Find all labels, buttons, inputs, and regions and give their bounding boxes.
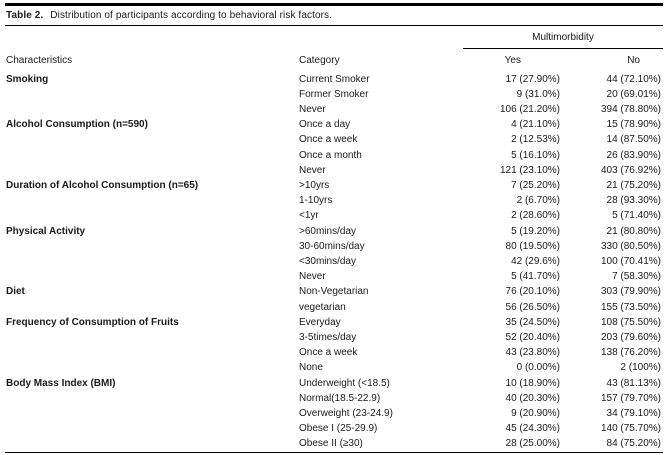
characteristic-cell	[5, 269, 295, 284]
category-cell: Once a month	[299, 149, 362, 161]
category-column-header: Category	[299, 54, 340, 66]
characteristic-cell	[5, 132, 295, 147]
multimorbidity-yes-cell: 52 (20.40%)	[505, 331, 560, 343]
characteristic-cell: Alcohol Consumption (n=590)	[6, 119, 148, 131]
characteristic-cell	[5, 148, 295, 163]
category-cell: vegetarian	[299, 301, 346, 313]
category-cell: Former Smoker	[299, 88, 369, 100]
table-row	[5, 163, 663, 178]
spanner-header-row	[5, 26, 663, 49]
table-row	[5, 102, 663, 117]
multimorbidity-yes-cell: 9 (31.0%)	[516, 88, 560, 100]
table-row	[5, 193, 663, 208]
multimorbidity-no-cell: 84 (75.20%)	[606, 438, 661, 450]
characteristic-cell	[5, 406, 295, 421]
category-cell: >60mins/day	[299, 225, 356, 237]
multimorbidity-no-cell: 394 (78.80%)	[600, 103, 661, 115]
characteristic-cell	[5, 421, 295, 436]
multimorbidity-no-cell: 20 (69.01%)	[606, 88, 661, 100]
category-cell: 30-60mins/day	[299, 240, 365, 252]
category-cell: Overweight (23-24.9)	[299, 407, 393, 419]
multimorbidity-yes-cell: 2 (28.60%)	[511, 210, 560, 222]
characteristic-cell	[5, 193, 295, 208]
multimorbidity-no-cell: 21 (75.20%)	[606, 179, 661, 191]
multimorbidity-yes-cell: 5 (16.10%)	[511, 149, 560, 161]
table-row	[5, 224, 663, 239]
table-row	[5, 376, 663, 391]
multimorbidity-yes-cell: 40 (20.30%)	[505, 392, 560, 404]
table-header	[5, 26, 663, 72]
multimorbidity-no-cell: 303 (79.90%)	[600, 286, 661, 298]
table-row	[5, 269, 663, 284]
table-row	[5, 284, 663, 299]
characteristic-cell	[5, 102, 295, 117]
table-row	[5, 345, 663, 360]
multimorbidity-no-cell: 157 (79.70%)	[600, 392, 661, 404]
spacer-cell	[5, 26, 295, 49]
table-row	[5, 132, 663, 147]
characteristic-cell	[5, 345, 295, 360]
table-row	[5, 148, 663, 163]
multimorbidity-no-cell: 5 (71.40%)	[612, 210, 661, 222]
table-row	[5, 208, 663, 223]
table-caption-label: Table 2.	[6, 10, 44, 21]
multimorbidity-no-cell: 7 (58.30%)	[612, 271, 661, 283]
multimorbidity-no-cell: 100 (70.41%)	[600, 255, 661, 267]
category-cell: 1-10yrs	[299, 195, 333, 207]
table-caption	[5, 6, 663, 25]
multimorbidity-no-cell: 203 (79.60%)	[600, 331, 661, 343]
category-cell: Obese II (≥30)	[299, 438, 363, 450]
table-row	[5, 406, 663, 421]
characteristic-cell: Diet	[6, 286, 25, 298]
multimorbidity-yes-cell: 10 (18.90%)	[505, 377, 560, 389]
table-row	[5, 391, 663, 406]
multimorbidity-yes-cell: 9 (20.90%)	[511, 407, 560, 419]
multimorbidity-yes-cell: 5 (41.70%)	[511, 271, 560, 283]
characteristic-cell	[5, 360, 295, 375]
characteristic-cell	[5, 208, 295, 223]
multimorbidity-yes-cell: 2 (6.70%)	[516, 195, 560, 207]
characteristic-cell: Frequency of Consumption of Fruits	[6, 316, 179, 328]
multimorbidity-yes-cell: 43 (23.80%)	[505, 347, 560, 359]
multimorbidity-no-cell: 330 (80.50%)	[600, 240, 661, 252]
characteristic-cell	[5, 87, 295, 102]
multimorbidity-no-cell: 34 (79.10%)	[606, 407, 661, 419]
table-row	[5, 87, 663, 102]
category-cell: Never	[299, 164, 326, 176]
multimorbidity-yes-cell: 5 (19.20%)	[511, 225, 560, 237]
table-row	[5, 330, 663, 345]
table-caption-text: Distribution of participants according to behavioral risk factors.	[50, 10, 333, 21]
multimorbidity-no-cell: 2 (100%)	[620, 362, 661, 374]
multimorbidity-no-cell: 140 (75.70%)	[600, 423, 661, 435]
characteristic-cell: Smoking	[6, 73, 49, 85]
multimorbidity-spanner-header: Multimorbidity	[463, 26, 663, 49]
spacer-cell	[295, 26, 463, 49]
characteristic-cell: Duration of Alcohol Consumption (n=65)	[6, 179, 199, 191]
multimorbidity-no-cell: 15 (78.90%)	[606, 119, 661, 131]
multimorbidity-yes-cell: 45 (24.30%)	[505, 423, 560, 435]
characteristic-cell: Physical Activity	[6, 225, 86, 237]
multimorbidity-yes-cell: 4 (21.10%)	[511, 119, 560, 131]
multimorbidity-yes-cell: 0 (0.00%)	[516, 362, 560, 374]
category-cell: Never	[299, 103, 326, 115]
category-cell: <1yr	[299, 210, 319, 222]
multimorbidity-no-cell: 28 (93.30%)	[606, 195, 661, 207]
category-cell: Once a day	[299, 119, 351, 131]
category-cell: Everyday	[299, 316, 341, 328]
category-cell: Once a week	[299, 134, 358, 146]
table-row	[5, 117, 663, 132]
characteristic-cell	[5, 330, 295, 345]
characteristic-cell	[5, 436, 295, 452]
category-cell: Underweight (<18.5)	[299, 377, 390, 389]
category-cell: Once a week	[299, 347, 358, 359]
multimorbidity-yes-cell: 7 (25.20%)	[511, 179, 560, 191]
multimorbidity-no-cell: 43 (81.13%)	[606, 377, 661, 389]
category-cell: Normal(18.5-22.9)	[299, 392, 381, 404]
no-column-header: No	[627, 54, 640, 66]
multimorbidity-no-cell: 155 (73.50%)	[600, 301, 661, 313]
multimorbidity-yes-cell: 2 (12.53%)	[511, 134, 560, 146]
category-cell: 3-5times/day	[299, 331, 357, 343]
characteristic-cell: Body Mass Index (BMI)	[6, 377, 116, 389]
multimorbidity-no-cell: 108 (75.50%)	[600, 316, 661, 328]
table-row	[5, 239, 663, 254]
multimorbidity-no-cell: 403 (76.92%)	[600, 164, 661, 176]
category-cell: >10yrs	[299, 179, 330, 191]
table-row	[5, 421, 663, 436]
table-row	[5, 178, 663, 193]
category-cell: <30mins/day	[299, 255, 356, 267]
category-cell: Obese I (25-29.9)	[299, 423, 378, 435]
multimorbidity-no-cell: 138 (76.20%)	[600, 347, 661, 359]
multimorbidity-yes-cell: 35 (24.50%)	[505, 316, 560, 328]
characteristic-cell	[5, 163, 295, 178]
table-body	[5, 72, 663, 453]
characteristic-cell	[5, 239, 295, 254]
multimorbidity-yes-cell: 106 (21.20%)	[499, 103, 560, 115]
characteristic-cell	[5, 254, 295, 269]
table-row	[5, 360, 663, 375]
category-cell: Non-Vegetarian	[299, 286, 369, 298]
multimorbidity-yes-cell: 76 (20.10%)	[505, 286, 560, 298]
table-row	[5, 315, 663, 330]
characteristic-cell	[5, 391, 295, 406]
multimorbidity-yes-cell: 17 (27.90%)	[505, 73, 560, 85]
multimorbidity-no-cell: 21 (80.80%)	[606, 225, 661, 237]
risk-factors-table	[5, 25, 663, 453]
category-cell: Never	[299, 271, 326, 283]
multimorbidity-yes-cell: 121 (23.10%)	[499, 164, 560, 176]
table-row	[5, 72, 663, 87]
yes-column-header: Yes	[504, 54, 521, 66]
paper-table-page	[0, 3, 668, 453]
characteristics-column-header: Characteristics	[6, 54, 73, 66]
category-cell: None	[299, 362, 323, 374]
characteristic-cell	[5, 300, 295, 315]
multimorbidity-yes-cell: 42 (29.6%)	[511, 255, 560, 267]
category-cell: Current Smoker	[299, 73, 370, 85]
table-row	[5, 300, 663, 315]
multimorbidity-yes-cell: 28 (25.00%)	[505, 438, 560, 450]
multimorbidity-yes-cell: 80 (19.50%)	[505, 240, 560, 252]
multimorbidity-no-cell: 14 (87.50%)	[606, 134, 661, 146]
multimorbidity-yes-cell: 56 (26.50%)	[505, 301, 560, 313]
column-header-row	[5, 49, 663, 72]
table-row	[5, 436, 663, 452]
multimorbidity-no-cell: 44 (72.10%)	[606, 73, 661, 85]
multimorbidity-no-cell: 26 (83.90%)	[606, 149, 661, 161]
table-row	[5, 254, 663, 269]
